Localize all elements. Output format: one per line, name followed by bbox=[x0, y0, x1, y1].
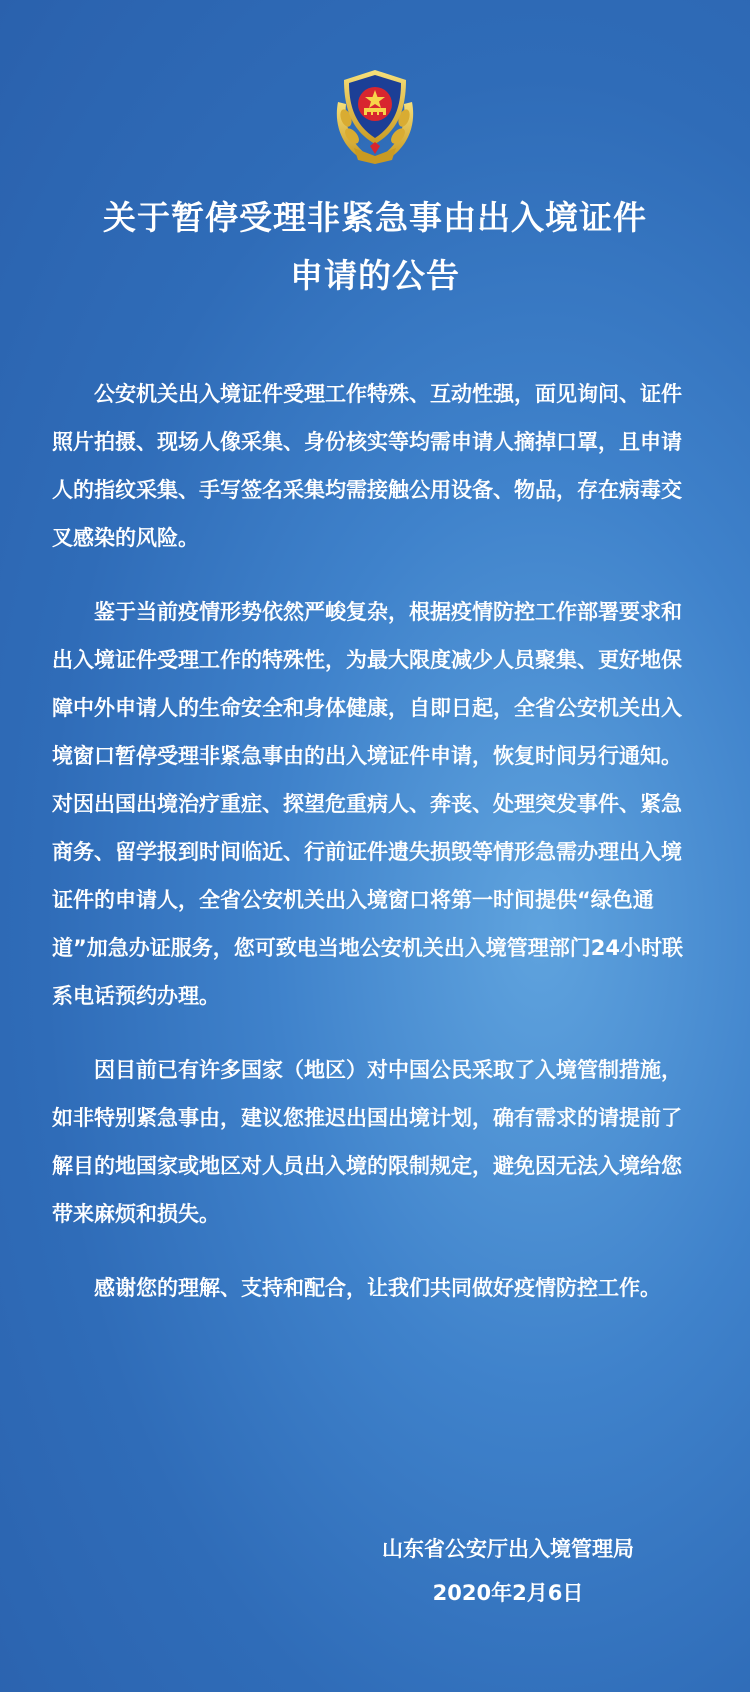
issuing-organization: 山东省公安厅出入境管理局 bbox=[382, 1537, 634, 1561]
paragraph: 感谢您的理解、支持和配合，让我们共同做好疫情防控工作。 bbox=[94, 1276, 661, 1300]
paragraph: 公安机关出入境证件受理工作特殊、互动性强，面见询问、证件照片拍摄、现场人像采集、身份核实等均需申请人摘掉口罩，且申请人的指纹采集、手写签名采集均需接触公用设备、物品，存在病毒交叉感染的风险。 bbox=[52, 382, 682, 550]
issue-date: 2020年2月6日 bbox=[432, 1581, 584, 1605]
paragraph: 鉴于当前疫情形势依然严峻复杂，根据疫情防控工作部署要求和出入境证件受理工作的特殊性，为最大限度减少人员聚集、更好地保障中外申请人的生命安全和身体健康，自即日起，全省公安机关出入境窗口暂停受理非紧急事由的出入境证件申请，恢复时间另行通知。对因出国出境治疗重症、探望危重病人、奔丧、处理突发事件、紧急商务、留学报到时间临近、行前证件遗失损毁等情形急需办理出入境证件的申请人，全省公安机关出入境窗口将第一时间提供“绿色通道”加急办证服务，您可致电当地公安机关出入境管理部门24小时联系电话预约办理。 bbox=[52, 600, 684, 1008]
notice-title-line1: 关于暂停受理非紧急事由出入境证件 bbox=[103, 198, 647, 237]
paragraph: 因目前已有许多国家（地区）对中国公民采取了入境管制措施，如非特别紧急事由，建议您推迟出国出境计划，确有需求的请提前了解目的地国家或地区对人员出入境的限制规定，避免因无法入境给您带来麻烦和损失。 bbox=[52, 1058, 682, 1226]
police-emblem-icon bbox=[326, 62, 424, 167]
notice-title-line2: 申请的公告 bbox=[290, 256, 460, 295]
signature-block bbox=[368, 1527, 648, 1615]
notice-body bbox=[52, 370, 692, 1338]
